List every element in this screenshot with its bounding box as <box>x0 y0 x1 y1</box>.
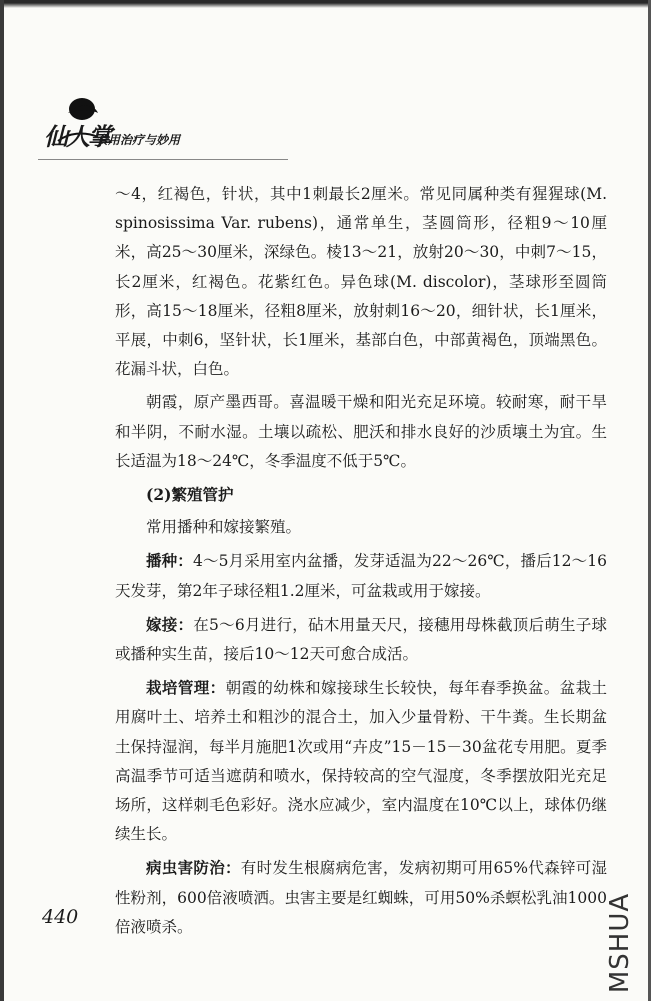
paragraph: ～4，红褐色，针状，其中1刺最长2厘米。常见同属种类有猩猩球(M. spinosissima Var. rubens)，通常单生，茎圆筒形，径粗9～10厘米，高25～30厘米，深绿色。棱13～21，放射20～30，中刺7～15，长2厘米，红褐色。花紫红色。异色球(M. discolor)，茎球形至圆筒形，高15～18厘米，径粗8厘米，放射刺16～20，细针状，长1厘米，平展，中刺6，坚针状，长1厘米，基部白色，中部黄褐色，顶端黑色。花漏斗状，白色。 <box>115 185 612 379</box>
paragraph: 病虫害防治：有时发生根腐病危害，发病初期可用65%代森锌可湿性粉剂，600倍液喷洒。虫害主要是红蜘蛛，可用50%杀螟松乳油1000倍液喷杀。 <box>115 858 607 936</box>
page-top-edge <box>0 0 651 8</box>
paragraph: 朝霞，原产墨西哥。喜温暖干燥和阳光充足环境。较耐寒，耐干旱和半阴，不耐水湿。土壤以疏松、肥沃和排水良好的沙质壤土为宜。生长适温为18～24℃，冬季温度不低于5℃。 <box>115 393 607 470</box>
running-header <box>38 95 278 165</box>
watermark <box>590 885 650 1001</box>
lead-in: 栽培管理： <box>146 678 226 698</box>
paragraph: 播种：4～5月采用室内盆播，发芽适温为22～26℃，播后12～16天发芽，第2年子球径粗1.2厘米，可盆栽或用于嫁接。 <box>115 551 607 600</box>
paragraph: 栽培管理：朝霞的幼株和嫁接球生长较快，每年春季换盆。盆栽土用腐叶土、培养土和粗沙的混合土，加入少量骨粉、干牛粪。生长期盆土保持湿润，每半月施肥1次或用“卉皮”15－15－30盆花专用肥。夏季高温季节可适当遮荫和喷水，保持较高的空气湿度，冬季摆放阳光充足场所，这样刺毛色彩好。浇水应减少，室内温度在10℃以上，球体仍继续生长。 <box>115 678 607 844</box>
header-rule <box>38 159 288 160</box>
header-title: 仙人掌 <box>44 122 110 151</box>
paragraph: 嫁接：在5～6月进行，砧木用量天尺，接穗用母株截顶后萌生子球或播种实生苗，接后10～12天可愈合成活。 <box>115 614 607 664</box>
paragraph: 常用播种和嫁接繁殖。 <box>146 518 302 537</box>
page-left-edge <box>0 0 4 1001</box>
header-subtitle: 食用治疗与妙用 <box>96 133 181 147</box>
lead-in: 嫁接： <box>146 614 194 634</box>
watermark-text: MSHUA <box>605 892 635 994</box>
body-text <box>115 180 612 942</box>
lead-in: 播种： <box>146 551 193 571</box>
page-number: 440 <box>42 906 79 928</box>
lead-in: 病虫害防治： <box>146 858 241 878</box>
section-heading: (2)繁殖管护 <box>146 485 234 505</box>
